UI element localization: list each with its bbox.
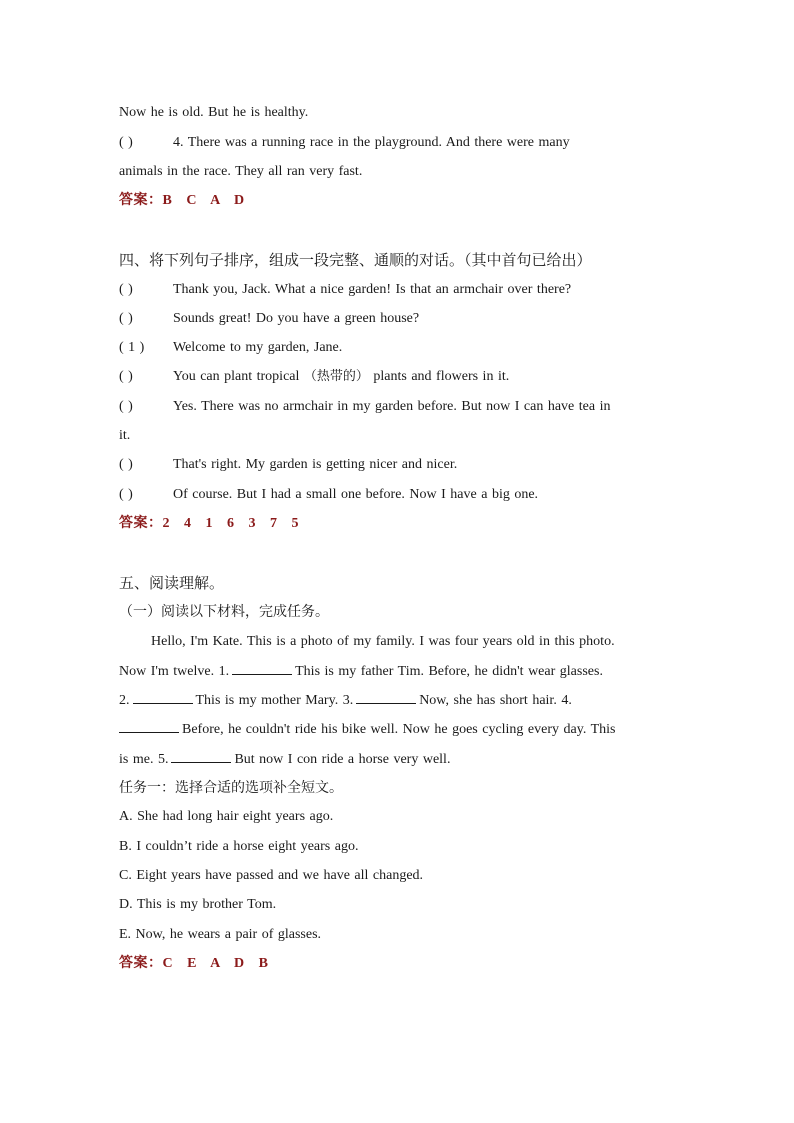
answer-paren: ( ) <box>119 369 133 384</box>
list-item <box>119 339 342 357</box>
option-item: B. I couldn’t ride a horse eight years ago. <box>119 839 359 854</box>
passage-line <box>119 691 572 710</box>
passage-text: is me. 5. <box>119 752 169 767</box>
answer-paren: ( ) <box>119 457 133 472</box>
sentence: Of course. But I had a small one before. Now I have a big one. <box>173 487 539 502</box>
sentence: Yes. There was no armchair in my garden before. But now I can have tea in <box>173 399 611 414</box>
answer-label: 答案： <box>119 193 163 208</box>
blank-1 <box>232 662 292 675</box>
passage-text: Now I'm twelve. 1. <box>119 664 230 679</box>
answer-line <box>119 955 268 973</box>
answer-paren: ( ) <box>119 311 133 326</box>
list-item <box>119 486 538 504</box>
sentence: plants and flowers in it. <box>368 369 510 384</box>
passage-line <box>119 750 450 769</box>
passage-text: Hello, I'm Kate. This is a photo of my family. I was four years old in this photo. <box>151 634 615 649</box>
question-text: 4. There was a running race in the playground. And there were many <box>173 135 570 150</box>
passage-line <box>151 633 615 651</box>
answer-paren: ( ) <box>119 282 133 297</box>
list-item <box>119 456 457 474</box>
sentence: You can plant tropical <box>173 369 304 384</box>
chinese-gloss: （热带的） <box>303 369 369 384</box>
list-item <box>119 398 610 416</box>
answer-paren: ( ) <box>119 135 133 150</box>
answer-label: 答案： <box>119 516 163 531</box>
sub-heading: （一）阅读以下材料，完成任务。 <box>119 604 329 620</box>
passage-text: This is my father Tim. Before, he didn't wear glasses. <box>295 664 603 679</box>
sentence: Now he is old. But he is healthy. <box>119 105 309 120</box>
answer-label: 答案： <box>119 956 163 971</box>
answer-paren: ( 1 ) <box>119 340 145 355</box>
sentence: That's right. My garden is getting nicer and nicer. <box>173 457 458 472</box>
passage-line <box>119 662 603 681</box>
sentence: Welcome to my garden, Jane. <box>173 340 343 355</box>
list-item <box>119 281 571 299</box>
option-item: C. Eight years have passed and we have all changed. <box>119 868 424 883</box>
option-item: D. This is my brother Tom. <box>119 897 277 912</box>
passage-text: This is my mother Mary. 3. <box>195 693 354 708</box>
answer-line <box>119 192 245 210</box>
passage-line <box>119 720 615 739</box>
question-4 <box>119 134 570 152</box>
option-item: A. She had long hair eight years ago. <box>119 809 334 824</box>
section-heading: 五、阅读理解。 <box>119 574 225 592</box>
task-heading: 任务一：选择合适的选项补全短文。 <box>119 780 343 796</box>
blank-2 <box>133 691 193 704</box>
passage-text: Now, she has short hair. 4. <box>419 693 572 708</box>
answer-values: B C A D <box>162 193 245 208</box>
text-line <box>119 427 130 445</box>
option-item: E. Now, he wears a pair of glasses. <box>119 927 322 942</box>
sentence: Sounds great! Do you have a green house? <box>173 311 420 326</box>
section-heading: 四、将下列句子排序，组成一段完整、通顺的对话。（其中首句已给出） <box>119 251 592 269</box>
passage-text: Before, he couldn't ride his bike well. Now he goes cycling every day. This <box>182 722 616 737</box>
answer-values: 2 4 1 6 3 7 5 <box>162 516 299 531</box>
question-text-continued: animals in the race. They all ran very fast. <box>119 164 363 179</box>
passage-text: 2. <box>119 693 130 708</box>
blank-5 <box>171 750 231 763</box>
answer-values: C E A D B <box>162 956 269 971</box>
list-item <box>119 310 419 328</box>
answer-paren: ( ) <box>119 487 133 502</box>
answer-paren: ( ) <box>119 399 133 414</box>
sentence: Thank you, Jack. What a nice garden! Is that an armchair over there? <box>173 282 572 297</box>
sentence-continued: it. <box>119 428 131 443</box>
blank-4 <box>119 720 179 733</box>
text-line <box>119 163 362 181</box>
text-line <box>119 104 308 122</box>
blank-3 <box>356 691 416 704</box>
passage-text: But now I con ride a horse very well. <box>234 752 451 767</box>
list-item <box>119 368 509 386</box>
answer-line <box>119 515 299 533</box>
